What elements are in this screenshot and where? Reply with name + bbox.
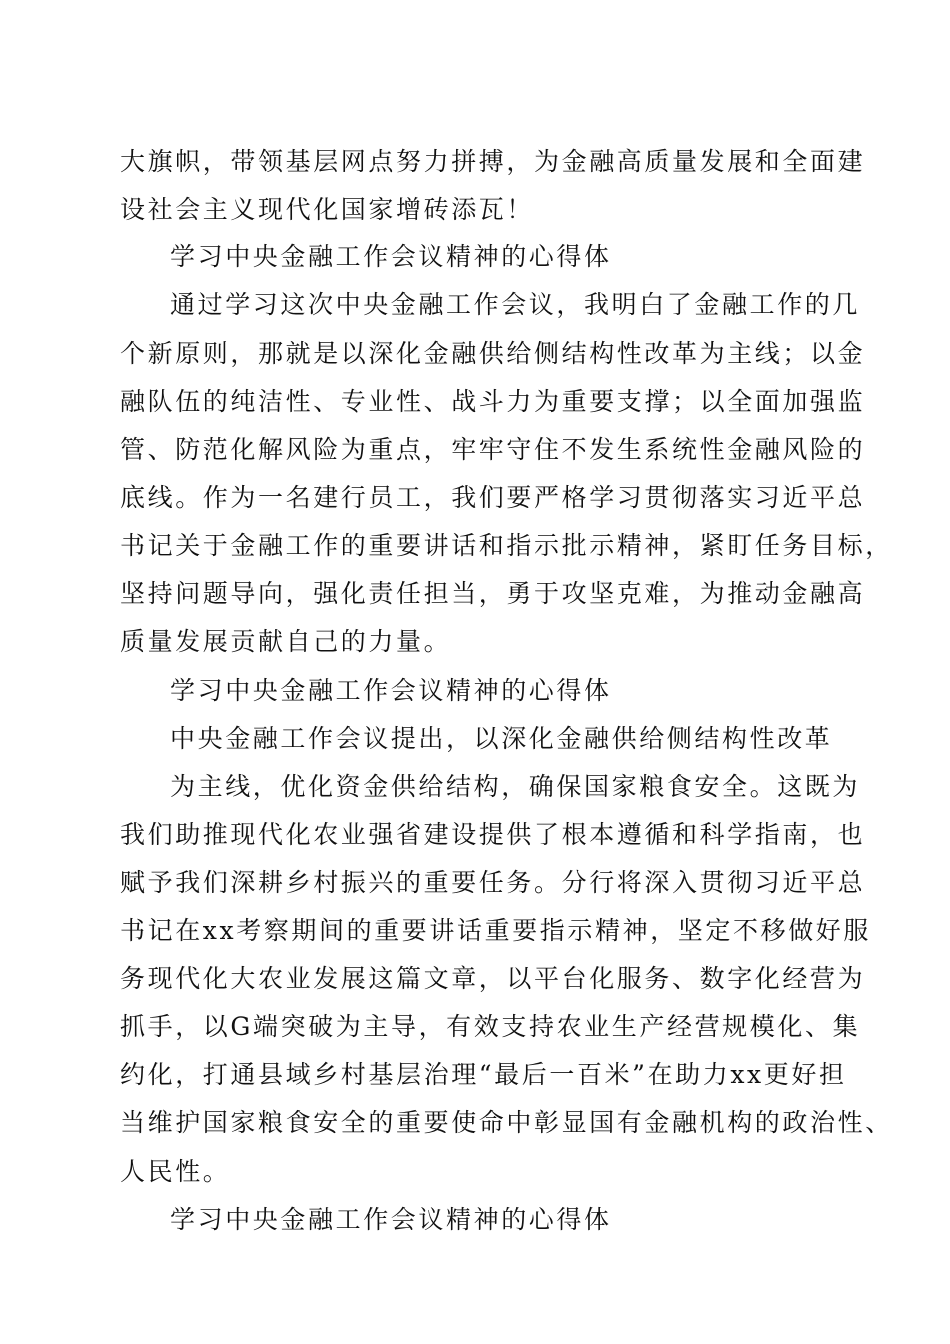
paragraph-line: 我们助推现代化农业强省建设提供了根本遵循和科学指南，也: [120, 820, 866, 849]
paragraph-line: 书记关于金融工作的重要讲话和指示批示精神，紧盯任务目标，: [120, 531, 893, 560]
paragraph-line: 当维护国家粮食安全的重要使命中彰显国有金融机构的政治性、: [120, 1108, 893, 1137]
paragraph-line: 务现代化大农业发展这篇文章，以平台化服务、数字化经营为: [120, 964, 866, 993]
paragraph-line: 管、防范化解风险为重点，牢牢守住不发生系统性金融风险的: [120, 435, 866, 464]
text-line-continuation: 大旗帜，带领基层网点努力拼搏，为金融高质量发展和全面建: [120, 147, 866, 176]
paragraph-line: 融队伍的纯洁性、专业性、战斗力为重要支撑；以全面加强监: [120, 387, 866, 416]
paragraph-line: 人民性。: [120, 1157, 231, 1186]
paragraph-line: 个新原则，那就是以深化金融供给侧结构性改革为主线；以金: [120, 339, 866, 368]
paragraph-line: 赋予我们深耕乡村振兴的重要任务。分行将深入贯彻习近平总: [120, 868, 866, 897]
paragraph-line: 通过学习这次中央金融工作会议，我明白了金融工作的几: [170, 290, 861, 319]
paragraph-line: 约化，打通县域乡村基层治理“最后一百米”在助力xx更好担: [120, 1060, 847, 1089]
paragraph-line: 抓手，以G端突破为主导，有效支持农业生产经营规模化、集: [120, 1012, 861, 1041]
section-heading: 学习中央金融工作会议精神的心得体: [170, 676, 612, 705]
paragraph-line: 中央金融工作会议提出，以深化金融供给侧结构性改革: [170, 724, 833, 753]
paragraph-line: 书记在xx考察期间的重要讲话重要指示精神，坚定不移做好服: [120, 916, 872, 945]
paragraph-line: 坚持问题导向，强化责任担当，勇于攻坚克难，为推动金融高: [120, 579, 866, 608]
section-heading: 学习中央金融工作会议精神的心得体: [170, 242, 612, 271]
paragraph-line: 为主线，优化资金供给结构，确保国家粮食安全。这既为: [170, 772, 861, 801]
paragraph-line: 底线。作为一名建行员工，我们要严格学习贯彻落实习近平总: [120, 483, 866, 512]
paragraph-line: 质量发展贡献自己的力量。: [120, 627, 452, 656]
text-line-continuation: 设社会主义现代化国家增砖添瓦！: [120, 195, 535, 224]
section-heading: 学习中央金融工作会议精神的心得体: [170, 1205, 612, 1234]
